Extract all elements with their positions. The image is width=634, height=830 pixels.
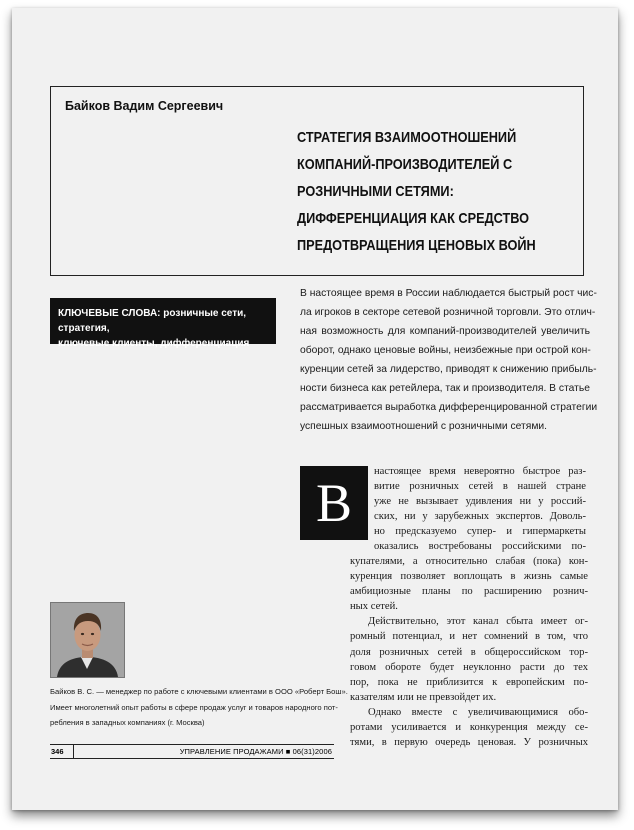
- author-bio: [50, 684, 348, 731]
- page-footer: [50, 744, 334, 759]
- abstract-line: куренции сетей за лидерство, приводят к снижению прибыль-: [300, 364, 597, 375]
- abstract-line: ла игроков в секторе сетевой розничной торговли. Это отлич-: [300, 307, 596, 318]
- article-header-box: [50, 86, 584, 276]
- body-line: Действительно, этот канал сбыта имеет ог-: [368, 616, 588, 628]
- author-name: Байков Вадим Сергеевич: [65, 99, 224, 113]
- body-line: Однако вместе с увеличивающимися обо-: [368, 706, 588, 718]
- body-line: казателям или не превзойдет их.: [350, 691, 497, 703]
- title-line: РОЗНИЧНЫМИ СЕТЯМИ:: [297, 184, 454, 200]
- body-line: пор, пока не приблизится к европейским по-: [350, 676, 588, 688]
- body-line: доля розничных сетей в общероссийском тор-: [350, 646, 588, 658]
- abstract-line: оборот, однако ценовые войны, неизбежные при острой кон-: [300, 345, 591, 356]
- title-line: ПРЕДОТВРАЩЕНИЯ ЦЕНОВЫХ ВОЙН: [297, 238, 536, 254]
- body-line: ных сетей.: [350, 601, 398, 613]
- body-line: амбициозные планы по расширению рознич-: [350, 586, 588, 598]
- article-title: [297, 125, 538, 260]
- page-number: 346: [50, 745, 74, 758]
- drop-cap: В: [300, 466, 368, 540]
- abstract-line: В настоящее время в России наблюдается быстрый рост чис-: [300, 288, 597, 299]
- author-portrait-image: [51, 603, 124, 677]
- body-line: витие розничных сетей в нашей стране: [374, 481, 586, 493]
- body-line: ромный потенциал, и нет сомнений в том, что: [350, 631, 588, 643]
- abstract-line: ная возможность для компаний-производителей увеличить: [300, 326, 590, 337]
- body-line: ских, ни у зарубежных экспертов. Доволь-: [374, 511, 586, 523]
- body-text: [350, 554, 588, 750]
- keywords-box: [50, 298, 276, 349]
- body-line: но предсказуемо супер- и гипермаркеты: [374, 526, 586, 538]
- body-line: купателями, а относительно слабая (пока) кон-: [350, 556, 588, 567]
- body-line: оказались востребованы российскими по-: [374, 541, 586, 553]
- keywords-line: ключевые клиенты, дифференциация: [58, 338, 250, 349]
- body-line: ротами усиливается и конкуренция между се-: [350, 722, 588, 734]
- bio-line: ребления в западных компаниях (г. Москва): [50, 718, 205, 727]
- keywords-line: КЛЮЧЕВЫЕ СЛОВА: розничные сети, стратегия,: [58, 308, 247, 334]
- title-line: СТРАТЕГИЯ ВЗАИМООТНОШЕНИЙ: [297, 130, 517, 146]
- body-text-beside-dropcap: [374, 464, 586, 555]
- title-line: ДИФФЕРЕНЦИАЦИЯ КАК СРЕДСТВО: [297, 211, 530, 227]
- body-line: уже не вызывает удивления ни у россий-: [374, 496, 586, 508]
- body-line: говом обороте будет неуклонно расти до тех: [350, 661, 588, 673]
- abstract-line: ности бизнеса как ретейлера, так и производителя. В статье: [300, 383, 590, 394]
- abstract: [300, 284, 598, 436]
- journal-page: [12, 8, 618, 810]
- abstract-line: успешных взаимоотношений с розничными сетями.: [300, 421, 548, 432]
- bio-line: Имеет многолетний опыт работы в сфере продаж услуг и товаров народного пот-: [50, 702, 338, 712]
- bio-line: Байков В. С. — менеджер по работе с ключевыми клиентами в ООО «Роберт Бош».: [50, 687, 348, 696]
- body-line: тями, в первую очередь ценовая. У розничных: [350, 737, 588, 749]
- body-line: настоящее время невероятно быстрое раз-: [374, 466, 586, 477]
- author-photo: [50, 602, 125, 678]
- title-line: КОМПАНИЙ-ПРОИЗВОДИТЕЛЕЙ С: [297, 157, 513, 173]
- abstract-line: рассматривается выработка дифференцированной стратегии: [300, 402, 598, 413]
- journal-issue: УПРАВЛЕНИЕ ПРОДАЖАМИ ■ 06(31)2006: [179, 747, 332, 756]
- body-line: куренция позволяет воплощать в жизнь самые: [350, 571, 588, 583]
